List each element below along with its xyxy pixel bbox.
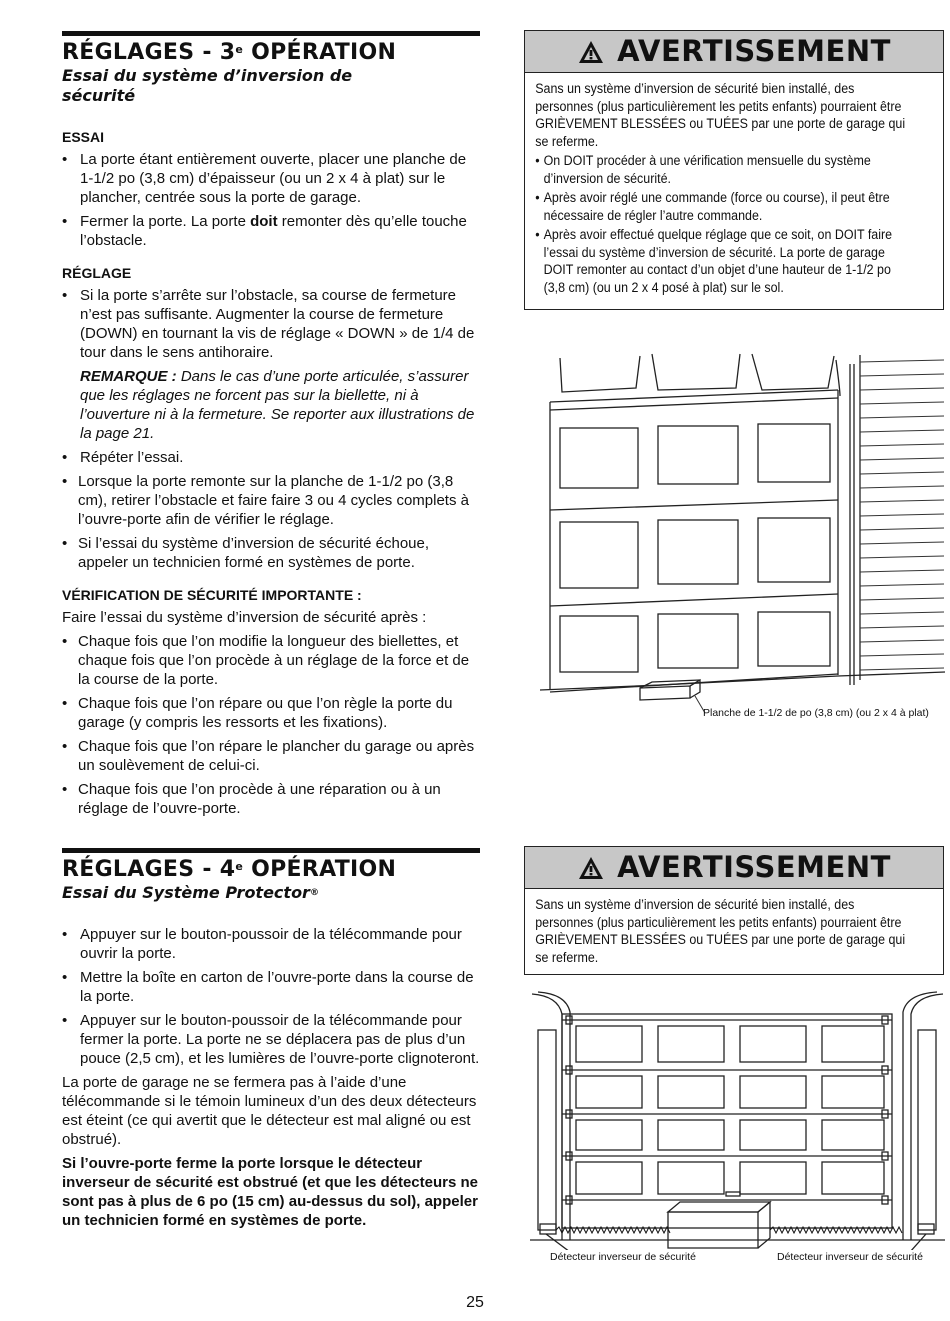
section-4 <box>62 848 480 1235</box>
section-4-list <box>62 925 480 1068</box>
warning-box-1 <box>524 30 944 310</box>
verification-heading: VÉRIFICATION DE SÉCURITÉ IMPORTANTE : <box>62 587 362 603</box>
section-3-rule <box>62 31 480 36</box>
figure-2-caption-left: Détecteur inverseur de sécurité <box>550 1251 696 1263</box>
section-3-title: RÉGLAGES - 3e OPÉRATION <box>62 40 397 65</box>
warning-list <box>535 152 915 296</box>
list-item: • Chaque fois que l’on répare ou que l’on règle la porte du garage (y compris les ressorts et les fixations). <box>62 694 480 732</box>
list-item: • La porte étant entièrement ouverte, placer une planche de 1-1/2 po (3,8 cm) d’épaisseur (ou un 2 x 4 à plat) sur le plancher, centrée sous la porte de garage. <box>62 150 480 207</box>
list-item: • Fermer la porte. La porte doit remonter dès qu’elle touche l’obstacle. <box>62 212 480 250</box>
list-item: • Mettre la boîte en carton de l’ouvre-porte dans la course de la porte. <box>62 968 480 1006</box>
list-item: • Si l’essai du système d’inversion de sécurité échoue, appeler un technicien formé en systèmes de porte. <box>62 534 480 572</box>
warning-body <box>525 73 925 304</box>
door-with-board-figure <box>540 350 945 735</box>
list-item: • Lorsque la porte remonte sur la planche de 1-1/2 po (3,8 cm), retirer l’obstacle et faire faire 3 ou 4 cycles complets à l’ouvre-porte afin de vérifier le réglage. <box>62 472 480 529</box>
page-number: 25 <box>466 1294 484 1311</box>
warning-intro: Sans un système d’inversion de sécurité bien installé, des personnes (plus particulièrement les petits enfants) pourraient être GRIÈVEMENT BLESSÉES ou TUÉES par une porte de garage qui se referme. <box>535 81 906 149</box>
reglage-list-3 <box>62 472 480 572</box>
section-4-bold-paragraph: Si l’ouvre-porte ferme la porte lorsque le détecteur inverseur de sécurité est obstrué (et que les détecteurs ne sont pas à plus de 6 po (15 cm) au-dessus du sol), appeler un technicien formé en systèmes de porte. <box>62 1155 478 1229</box>
figure-2-caption-right: Détecteur inverseur de sécurité <box>777 1251 923 1263</box>
list-item: • Chaque fois que l’on répare le plancher du garage ou après un soulèvement de celui-ci. <box>62 737 480 775</box>
reglage-heading: RÉGLAGE <box>62 265 132 281</box>
section-4-subtitle: Essai du Système Protector® <box>62 883 319 902</box>
warning-title: AVERTISSEMENT <box>617 850 891 884</box>
essai-heading: ESSAI <box>62 129 105 145</box>
section-4-title: RÉGLAGES - 4e OPÉRATION <box>62 857 397 882</box>
list-item: • Appuyer sur le bouton-poussoir de la télécommande pour fermer la porte. La porte ne se déplacera pas de plus d’un pouce (2,5 cm), et les lumières de l’ouvre-porte clignoteront. <box>62 1011 480 1068</box>
warning-header <box>525 31 943 73</box>
warning-title: AVERTISSEMENT <box>617 34 891 68</box>
warning-body <box>525 889 925 974</box>
essai-list <box>62 150 480 250</box>
list-item: • Après avoir effectué quelque réglage que ce soit, on DOIT faire l’essai du système d’inversion de sécurité. La porte de garage DOIT remonter au contact d’un objet d’une hauteur de 1-1/2 po (3,8 cm) (ou un 2 x 4 posé à plat) sur le sol. <box>535 226 915 296</box>
list-item: • On DOIT procéder à une vérification mensuelle du système d’inversion de sécurité. <box>535 152 915 187</box>
list-item: • Chaque fois que l’on procède à une réparation ou à un réglage de l’ouvre-porte. <box>62 780 480 818</box>
verification-list <box>62 632 480 818</box>
warning-triangle-icon <box>577 39 605 65</box>
warning-box-2 <box>524 846 944 975</box>
warning-intro: Sans un système d’inversion de sécurité bien installé, des personnes (plus particulièrement les petits enfants) pourraient être GRIÈVEMENT BLESSÉES ou TUÉES par une porte de garage qui se referme. <box>535 897 906 965</box>
reglage-list-2 <box>62 448 480 467</box>
section-4-paragraph: La porte de garage ne se fermera pas à l’aide d’une télécommande si le témoin lumineux d’un des deux détecteurs est éteint (ce qui avertit que le détecteur est mal aligné ou est obstrué). <box>62 1074 477 1148</box>
list-item: • Si la porte s’arrête sur l’obstacle, sa course de fermeture n’est pas suffisante. Augmenter la course de fermeture (DOWN) en tournant la vis de réglage « DOWN » de 1/4 de tour dans le sens antihoraire. <box>62 286 480 362</box>
list-item: • Répéter l’essai. <box>62 448 480 467</box>
verification-intro: Faire l’essai du système d’inversion de sécurité après : <box>62 609 427 626</box>
door-with-sensors-figure <box>530 990 945 1250</box>
section-3 <box>62 31 480 823</box>
list-item: • Appuyer sur le bouton-poussoir de la télécommande pour ouvrir la porte. <box>62 925 480 963</box>
remarque-note: REMARQUE : Dans le cas d’une porte articulée, s’assurer que les réglages ne forcent pas sur la biellette, ni à l’ouverture ni à la fermeture. Se reporter aux illustrations de la page 21. <box>80 368 475 442</box>
figure-1-caption: Planche de 1-1/2 de po (3,8 cm) (ou 2 x 4 à plat) <box>703 707 929 719</box>
section-3-subtitle: Essai du système d’inversion de sécurité <box>62 66 353 105</box>
section-4-rule <box>62 848 480 853</box>
warning-header <box>525 847 943 889</box>
warning-triangle-icon <box>577 855 605 881</box>
reglage-list <box>62 286 480 362</box>
list-item: • Chaque fois que l’on modifie la longueur des biellettes, et chaque fois que l’on procède à un réglage de la force et de la course de la porte. <box>62 632 480 689</box>
list-item: • Après avoir réglé une commande (force ou course), il peut être nécessaire de régler l’autre commande. <box>535 189 915 224</box>
